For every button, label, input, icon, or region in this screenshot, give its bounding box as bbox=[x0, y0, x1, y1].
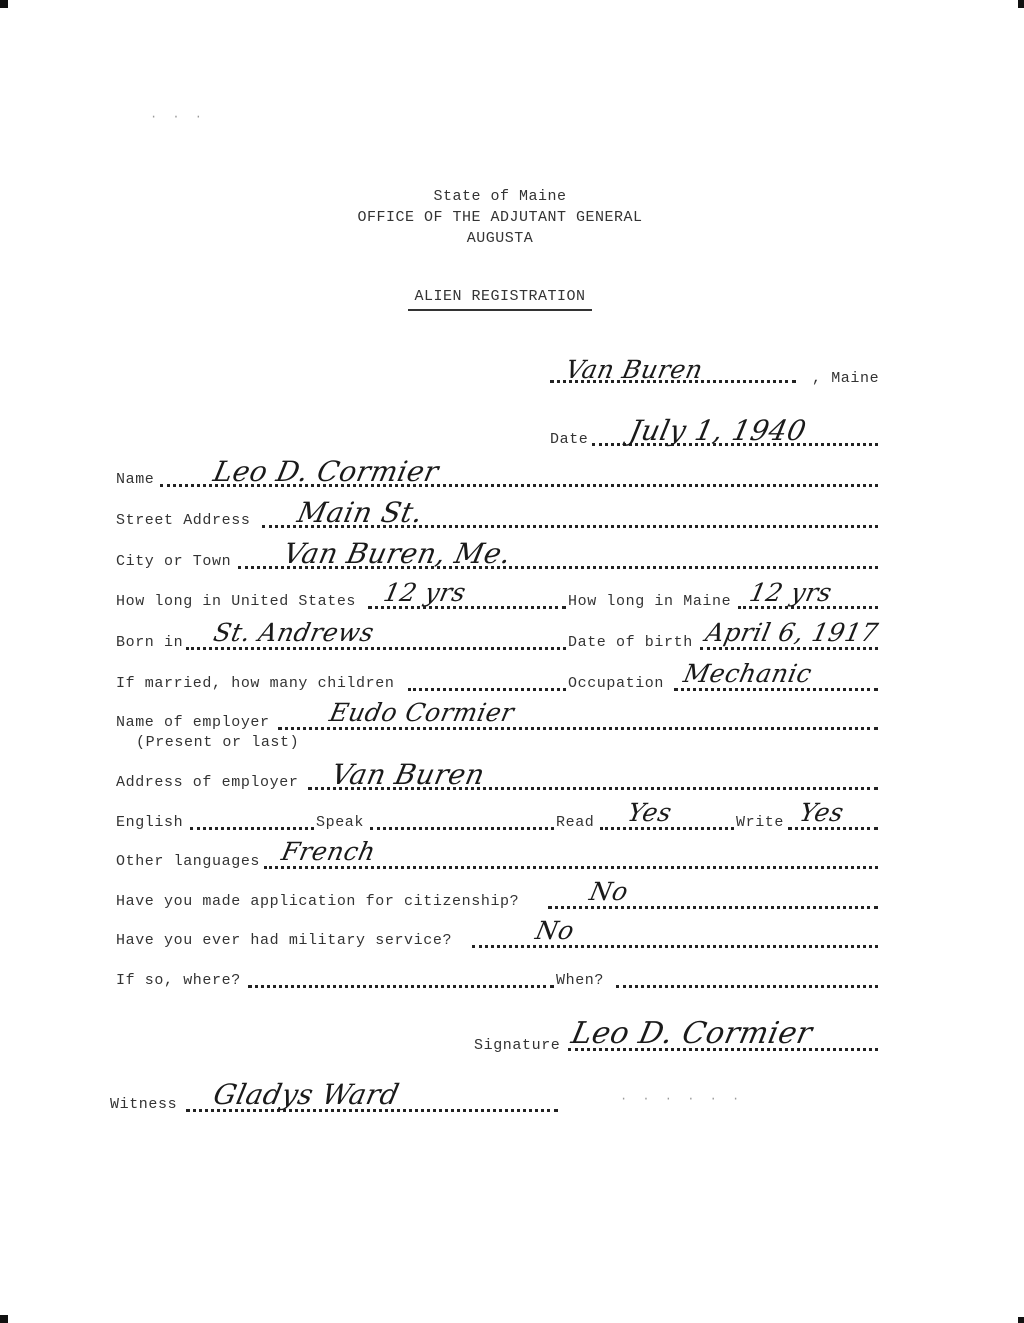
name-handwriting: Leo D. Cormier bbox=[210, 455, 442, 488]
birth-date-handwriting: April 6, 1917 bbox=[702, 618, 881, 647]
corner-mark-bottom-left bbox=[0, 1315, 8, 1323]
english-label: English bbox=[116, 814, 184, 831]
office-heading: OFFICE OF THE ADJUTANT GENERAL bbox=[357, 209, 643, 226]
scan-specks-bottom: · · · · · · bbox=[620, 1092, 744, 1106]
other-languages-line bbox=[264, 866, 878, 869]
when-line bbox=[616, 985, 878, 988]
write-handwriting: Yes bbox=[796, 798, 847, 827]
birth-date-label: Date of birth bbox=[568, 634, 693, 651]
us-duration-handwriting: 12 yrs bbox=[380, 578, 469, 607]
write-line bbox=[788, 827, 878, 830]
date-handwriting: July 1, 1940 bbox=[626, 414, 810, 447]
born-in-handwriting: St. Andrews bbox=[210, 618, 377, 647]
citizenship-line bbox=[548, 906, 878, 909]
street-handwriting: Main St. bbox=[294, 496, 427, 529]
maine-duration-handwriting: 12 yrs bbox=[746, 578, 835, 607]
state-heading: State of Maine bbox=[433, 188, 567, 205]
witness-handwriting: Gladys Ward bbox=[210, 1078, 403, 1111]
street-label: Street Address bbox=[116, 512, 251, 529]
employer-label: Name of employer bbox=[116, 714, 270, 731]
military-line bbox=[472, 945, 878, 948]
place-suffix: , Maine bbox=[812, 370, 880, 387]
employer-sublabel: (Present or last) bbox=[136, 734, 300, 751]
read-handwriting: Yes bbox=[624, 798, 675, 827]
children-label: If married, how many children bbox=[116, 675, 395, 692]
occupation-handwriting: Mechanic bbox=[680, 659, 815, 688]
children-line bbox=[408, 688, 566, 691]
english-line bbox=[190, 827, 314, 830]
military-label: Have you ever had military service? bbox=[116, 932, 453, 949]
scan-specks-top: · · · bbox=[150, 110, 207, 124]
corner-mark-top-right bbox=[1018, 0, 1024, 8]
citizenship-label: Have you made application for citizenship? bbox=[116, 893, 520, 910]
occupation-label: Occupation bbox=[568, 675, 665, 692]
write-label: Write bbox=[736, 814, 785, 831]
read-line bbox=[600, 827, 734, 830]
where-line bbox=[248, 985, 554, 988]
when-label: When? bbox=[556, 972, 605, 989]
occupation-line bbox=[674, 688, 878, 691]
place-handwriting: Van Buren bbox=[562, 355, 706, 384]
city-label: City or Town bbox=[116, 553, 232, 570]
city-handwriting: Van Buren, Me. bbox=[280, 537, 515, 570]
other-languages-handwriting: French bbox=[278, 837, 379, 866]
us-duration-label: How long in United States bbox=[116, 593, 357, 610]
form-title: ALIEN REGISTRATION bbox=[414, 288, 586, 305]
read-label: Read bbox=[556, 814, 595, 831]
born-in-line bbox=[186, 647, 566, 650]
maine-duration-label: How long in Maine bbox=[568, 593, 732, 610]
employer-line bbox=[278, 727, 878, 730]
signature-handwriting: Leo D. Cormier bbox=[568, 1016, 816, 1051]
where-label: If so, where? bbox=[116, 972, 241, 989]
name-label: Name bbox=[116, 471, 155, 488]
form-title-underline bbox=[408, 309, 592, 311]
speak-line bbox=[370, 827, 554, 830]
birth-date-line bbox=[700, 647, 878, 650]
city-heading: AUGUSTA bbox=[466, 230, 534, 247]
employer-address-handwriting: Van Buren bbox=[328, 758, 488, 791]
corner-mark-bottom-right bbox=[1018, 1317, 1024, 1323]
date-label: Date bbox=[550, 431, 589, 448]
employer-handwriting: Eudo Cormier bbox=[326, 698, 518, 727]
employer-address-label: Address of employer bbox=[116, 774, 299, 791]
other-languages-label: Other languages bbox=[116, 853, 261, 870]
witness-label: Witness bbox=[110, 1096, 178, 1113]
born-in-label: Born in bbox=[116, 634, 184, 651]
signature-label: Signature bbox=[474, 1037, 561, 1054]
corner-mark-top-left bbox=[0, 0, 8, 8]
military-handwriting: No bbox=[532, 916, 578, 945]
speak-label: Speak bbox=[316, 814, 365, 831]
citizenship-handwriting: No bbox=[586, 877, 632, 906]
